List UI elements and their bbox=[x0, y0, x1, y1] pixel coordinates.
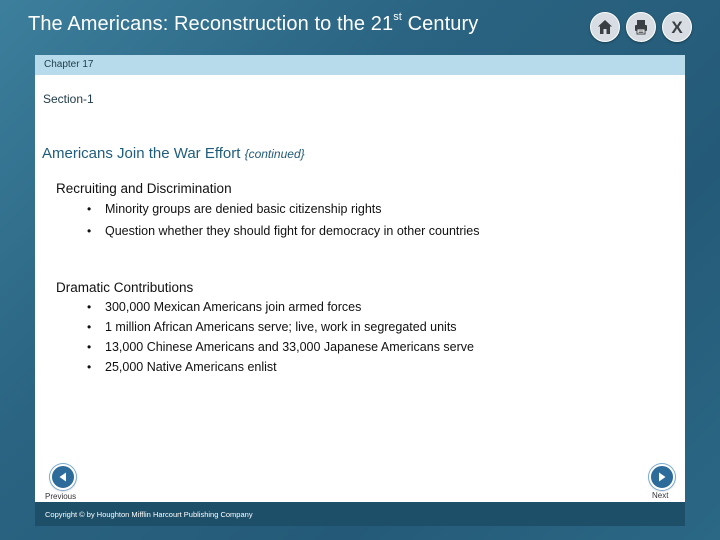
close-icon: X bbox=[671, 17, 683, 37]
close-button[interactable] bbox=[662, 12, 692, 42]
bullet-list-recruiting bbox=[87, 202, 480, 246]
chapter-label: Chapter 17 bbox=[44, 59, 94, 70]
arrow-right-icon bbox=[656, 471, 668, 483]
title-bar bbox=[0, 0, 720, 54]
list-item: • 25,000 Native Americans enlist bbox=[87, 360, 474, 380]
home-button[interactable] bbox=[590, 12, 620, 42]
home-icon bbox=[596, 18, 614, 36]
title-main: The Americans: Reconstruction to the 21 bbox=[28, 13, 394, 35]
nav-icons bbox=[590, 12, 692, 42]
list-item: • Question whether they should fight for democracy in other countries bbox=[87, 224, 480, 246]
printer-icon bbox=[632, 18, 650, 36]
slide-content bbox=[35, 75, 685, 502]
headline-suffix: {continued} bbox=[244, 147, 305, 161]
print-button[interactable] bbox=[626, 12, 656, 42]
list-item: • 13,000 Chinese Americans and 33,000 Japanese Americans serve bbox=[87, 340, 474, 360]
footer-bar bbox=[35, 502, 685, 526]
previous-label[interactable]: Previous bbox=[45, 492, 77, 501]
subheading-contributions: Dramatic Contributions bbox=[56, 280, 194, 295]
previous-button[interactable] bbox=[50, 464, 76, 490]
bullet-list-contributions bbox=[87, 300, 474, 380]
next-button[interactable] bbox=[649, 464, 675, 490]
list-item: • Minority groups are denied basic citizenship rights bbox=[87, 202, 480, 224]
list-item: • 1 million African Americans serve; live, work in segregated units bbox=[87, 320, 474, 340]
next-label[interactable]: Next bbox=[652, 491, 669, 500]
headline-main: Americans Join the War Effort bbox=[42, 145, 245, 162]
chapter-bar bbox=[35, 55, 685, 75]
arrow-left-icon bbox=[57, 471, 69, 483]
page-title bbox=[28, 13, 478, 36]
title-end: Century bbox=[401, 13, 479, 35]
section-label: Section-1 bbox=[43, 92, 94, 106]
copyright-text: Copyright © by Houghton Mifflin Harcourt Publishing Company bbox=[45, 510, 253, 519]
title-superscript: st bbox=[393, 11, 402, 24]
subheading-recruiting: Recruiting and Discrimination bbox=[56, 181, 232, 196]
list-item: • 300,000 Mexican Americans join armed forces bbox=[87, 300, 474, 320]
slide-headline bbox=[42, 145, 305, 162]
